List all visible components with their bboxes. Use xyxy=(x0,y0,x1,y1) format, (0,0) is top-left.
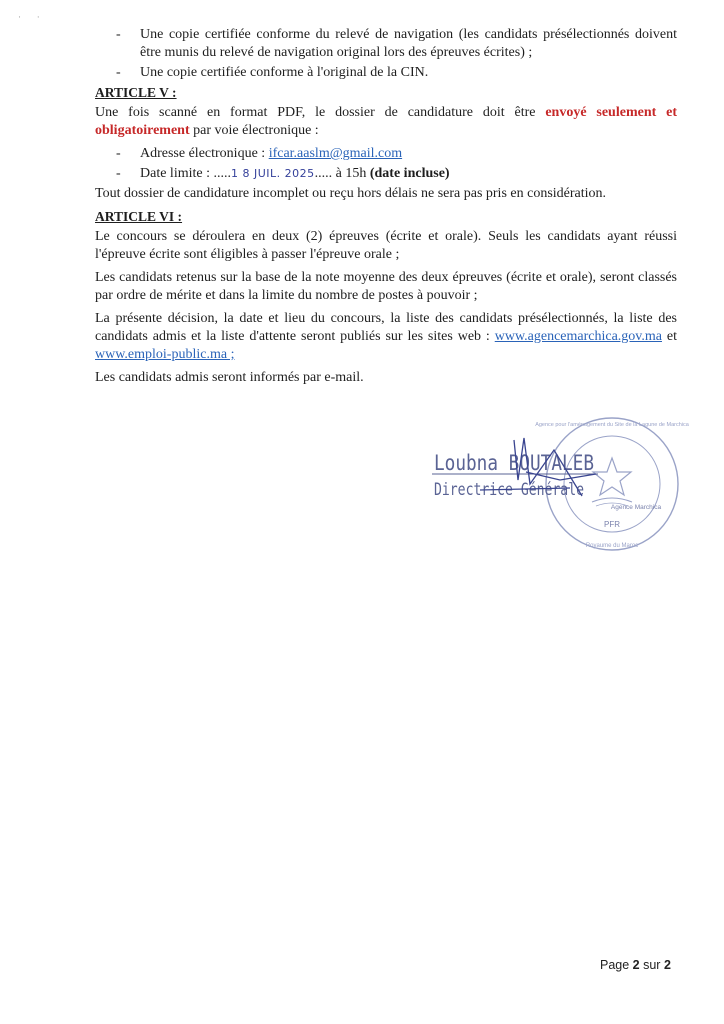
signature-stamp-graphic xyxy=(420,410,690,560)
date-included: (date incluse) xyxy=(369,166,450,181)
stamp-bottom-text: Royaume du Maroc xyxy=(585,543,639,549)
intro-text: Une fois scanné en format PDF, le dossier de candidature doit être xyxy=(95,105,546,120)
signature-block xyxy=(420,410,690,560)
article6-paragraph-publication xyxy=(95,310,677,364)
website-link-emploi-public[interactable]: www.emploi-public.ma ; xyxy=(95,347,235,362)
email-label: Adresse électronique : xyxy=(140,146,269,161)
website-link-marchica[interactable]: www.agencemarchica.gov.ma xyxy=(494,329,662,344)
emphasis-text: envoyé seulement et obligatoirement xyxy=(95,105,678,138)
list-item-deadline xyxy=(95,165,677,183)
scan-artifact: · · xyxy=(18,12,40,22)
publication-connector: et xyxy=(662,329,677,344)
list-item-email xyxy=(95,145,677,163)
page-total: 2 xyxy=(663,958,671,972)
publication-text: La présente décision, la date et lieu du concours, la liste des candidats présélectionnés, la liste des candidats admis et la liste d'attente seront publiés sur les sites web : xyxy=(95,311,677,344)
email-link[interactable]: ifcar.aaslm@gmail.com xyxy=(268,146,403,161)
signatory-name: Loubna BOUTALEB xyxy=(434,451,594,475)
page-current: 2 xyxy=(632,958,640,972)
stamp-code-text: PFR xyxy=(604,520,620,529)
page-label: Page xyxy=(600,958,633,972)
handwritten-date: 1 8 JUIL. 2025 xyxy=(230,167,315,180)
bullet-dash: - xyxy=(116,146,121,161)
deadline-time: ..... à 15h xyxy=(314,166,370,181)
deadline-label: Date limite : ..... xyxy=(140,166,231,181)
page-number xyxy=(600,958,671,972)
article6-paragraph: Les candidats admis seront informés par e-mail. xyxy=(95,370,364,385)
bullet-dash: - xyxy=(116,27,121,42)
article6-paragraph: Les candidats retenus sur la base de la note moyenne des deux épreuves (écrite et orale), seront classés par ordre de mérite et dans la limite du nombre de postes à pouvoir ; xyxy=(95,270,677,303)
stamp-top-text: Agence pour l'aménagement du Site de la Lagune de Marchica xyxy=(535,422,689,428)
bullet-dash: - xyxy=(116,65,121,80)
article-heading: ARTICLE V : xyxy=(95,85,177,100)
document-body xyxy=(95,26,677,392)
stamp-mid-text: Agence Marchica xyxy=(610,504,662,511)
list-item-text: Une copie certifiée conforme du relevé de navigation (les candidats présélectionnés doivent être munis du relevé de navigation original lors des épreuves écrites) ; xyxy=(140,27,677,60)
list-item xyxy=(95,26,677,62)
bullet-dash: - xyxy=(116,166,121,181)
article6-paragraph: Le concours se déroulera en deux (2) épreuves (écrite et orale). Seuls les candidats ayant réussi l'épreuve écrite sont éligibles à passer l'épreuve orale ; xyxy=(95,229,677,262)
signatory-title: Directrice Générale xyxy=(434,480,584,500)
article5-note: Tout dossier de candidature incomplet ou reçu hors délais ne sera pas pris en considération. xyxy=(95,186,607,201)
page-of: sur xyxy=(639,958,664,972)
list-item xyxy=(95,64,677,82)
intro-text-end: par voie électronique : xyxy=(189,123,319,138)
article5-intro xyxy=(95,104,677,140)
list-item-text: Une copie certifiée conforme à l'original de la CIN. xyxy=(140,65,429,80)
article-heading: ARTICLE VI : xyxy=(95,209,183,224)
